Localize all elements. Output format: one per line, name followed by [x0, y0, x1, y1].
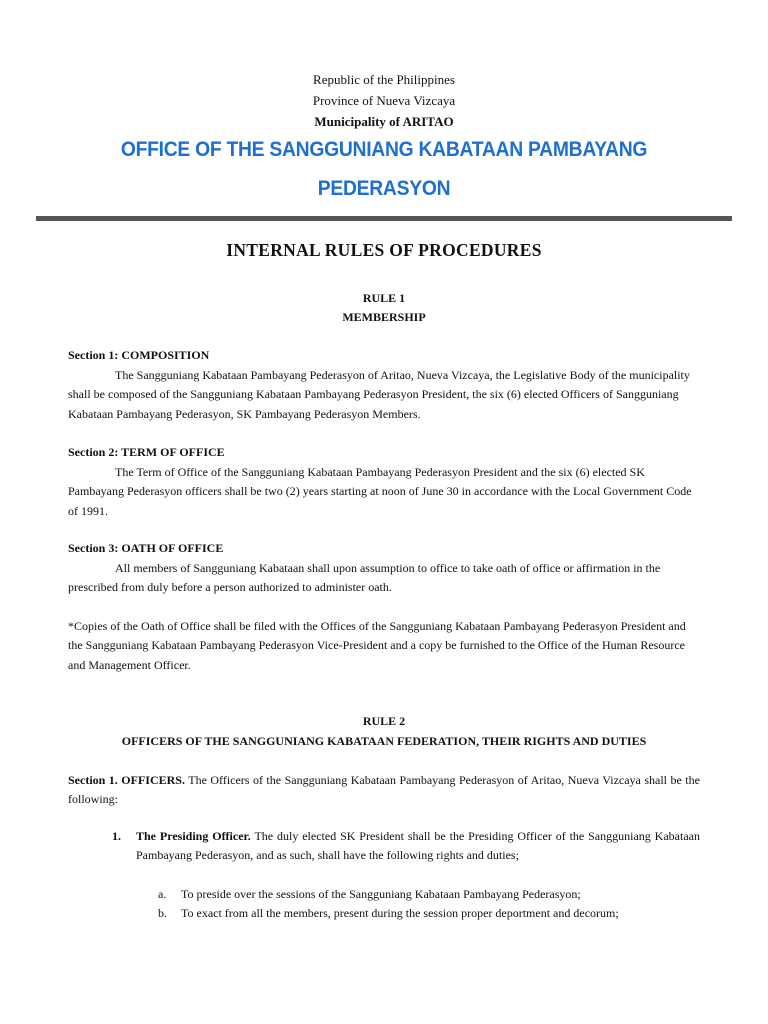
rule2-title: OFFICERS OF THE SANGGUNIANG KABATAAN FEDERATION, THEIR RIGHTS AND DUTIES [121, 734, 647, 748]
rule2-section1 [68, 771, 700, 810]
item1-text [136, 827, 700, 866]
section2-heading: Section 2: TERM OF OFFICE [68, 445, 225, 459]
section2-body-text: The Term of Office of the Sangguniang Kabataan Pambayang Pederasyon President and the six (6) elected SK Pambayang Pederasyon officers shall be two (2) years starting at noon of June 30 in accordance with the Local Government Code of 1991. [68, 465, 692, 518]
item1-heading: The Presiding Officer. [136, 829, 251, 843]
oath-note: *Copies of the Oath of Office shall be filed with the Offices of the Sangguniang Kabataan Pambayang Pederasyon President and the Sangguniang Kabataan Pambayang Pederasyon Vice-President and a copy be furnished to the Office of the Human Resource and Management Officer. [68, 619, 686, 672]
subitem-a-text: To preside over the sessions of the Sangguniang Kabataan Pambayang Pederasyon; [181, 887, 581, 901]
office-title-line1: OFFICE OF THE SANGGUNIANG KABATAAN PAMBAYANG [120, 138, 648, 161]
rule2-section1-heading: Section 1. OFFICERS. [68, 773, 185, 787]
rule2-label: RULE 2 [362, 714, 406, 728]
section2-body [68, 463, 700, 521]
document-title: INTERNAL RULES OF PROCEDURES [226, 240, 542, 260]
subitem-a-letter: a. [158, 887, 167, 901]
header-republic: Republic of the Philippines [313, 72, 455, 87]
subitem-b-text: To exact from all the members, present during the session proper deportment and decorum; [181, 906, 619, 920]
header-province: Province of Nueva Vizcaya [312, 93, 456, 108]
rule1-title: MEMBERSHIP [342, 310, 426, 324]
subitem-b-letter: b. [158, 906, 167, 920]
section3-body [68, 559, 700, 598]
office-title-line2: PEDERASYON [317, 177, 451, 200]
section1-body [68, 366, 700, 424]
item1-body: The duly elected SK President shall be the Presiding Officer of the Sangguniang Kabataan Pambayang Pederasyon, and as such, shall have the following rights and duties; [136, 829, 700, 863]
header-divider [36, 216, 732, 221]
section1-body-text: The Sangguniang Kabataan Pambayang Pederasyon of Aritao, Nueva Vizcaya, the Legislative Body of the municipality shall be composed of the Sangguniang Kabataan Pambayang Pederasyon President, the six (6) elected Officers of Sangguniang Kabataan Pambayang Pederasyon, SK Pambayang Pederasyon Members. [68, 368, 690, 421]
rule2-section1-body: The Officers of the Sangguniang Kabataan Pambayang Pederasyon of Aritao, Nueva Vizcaya shall be the following: [68, 773, 700, 807]
rule1-label: RULE 1 [362, 291, 406, 305]
section1-heading: Section 1: COMPOSITION [68, 348, 210, 362]
section3-body-text: All members of Sangguniang Kabataan shall upon assumption to office to take oath of office or affirmation in the prescribed from duly before a person authorized to administer oath. [68, 561, 661, 595]
item1-number: 1. [112, 829, 121, 843]
section3-heading: Section 3: OATH OF OFFICE [68, 541, 224, 555]
header-municipality: Municipality of ARITAO [314, 114, 454, 129]
